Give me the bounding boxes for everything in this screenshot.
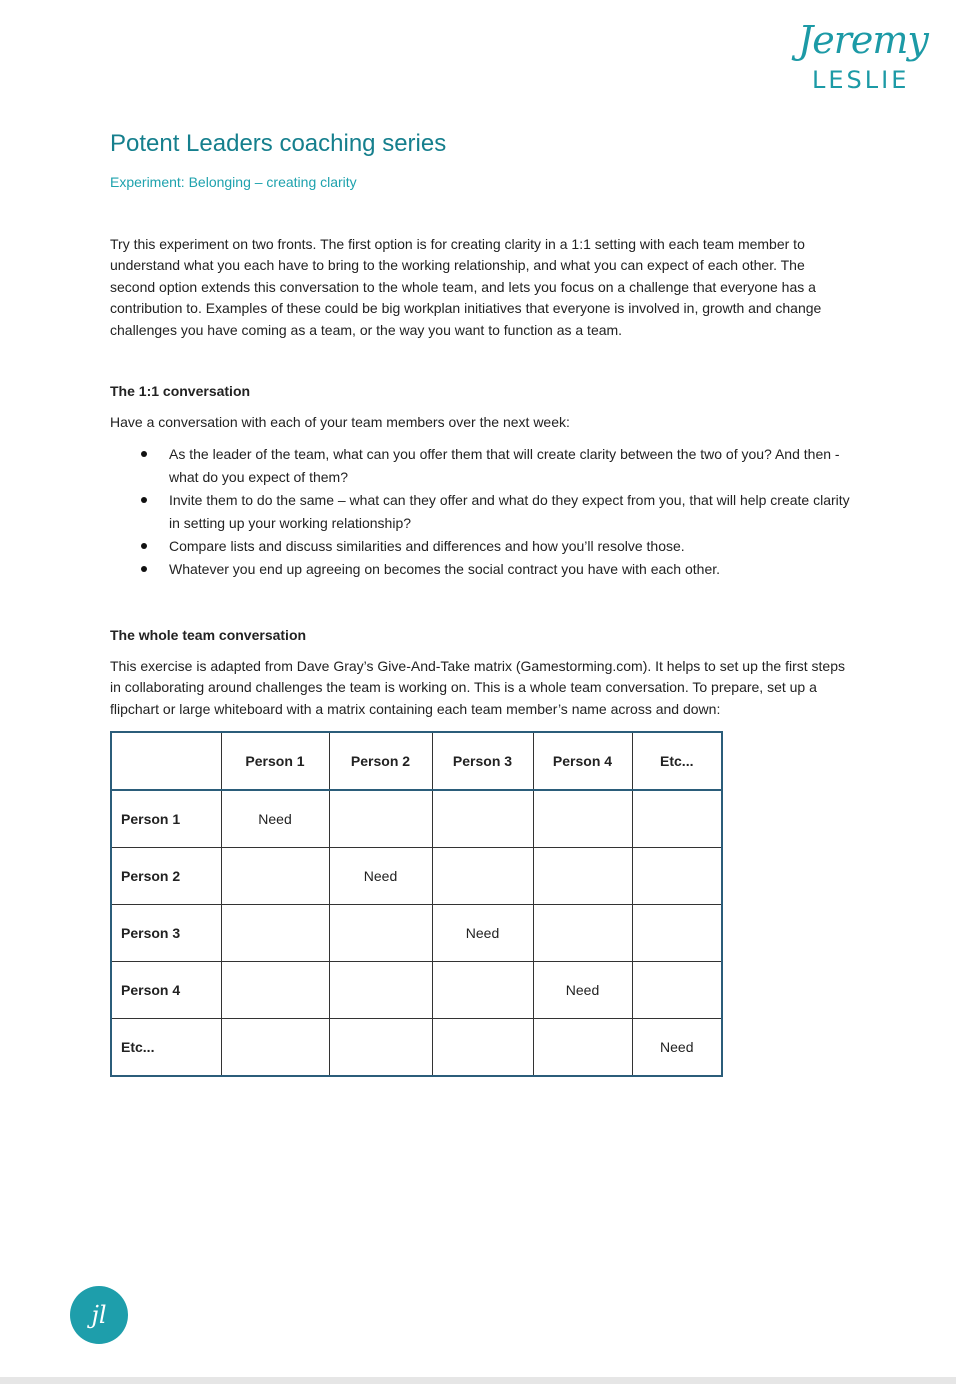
matrix-cell xyxy=(329,962,432,1019)
matrix-cell: Need xyxy=(329,848,432,905)
matrix-cell xyxy=(329,905,432,962)
bullet-item: Invite them to do the same – what can they offer and what do they expect from you, that will help create clarity in setting up your working relationship? xyxy=(110,489,855,535)
matrix-cell xyxy=(632,790,722,848)
matrix-column-header: Person 4 xyxy=(533,732,632,790)
matrix-cell xyxy=(632,848,722,905)
matrix-column-header: Person 3 xyxy=(432,732,533,790)
matrix-cell xyxy=(533,1019,632,1077)
matrix-column-header: Person 1 xyxy=(221,732,329,790)
matrix-cell xyxy=(329,790,432,848)
matrix-cell xyxy=(221,962,329,1019)
matrix-cell xyxy=(432,848,533,905)
matrix-cell xyxy=(632,962,722,1019)
matrix-row-header: Person 2 xyxy=(111,848,221,905)
matrix-corner-cell xyxy=(111,732,221,790)
brand-logo xyxy=(780,18,930,98)
matrix-cell xyxy=(632,905,722,962)
whole-team-paragraph: This exercise is adapted from Dave Gray’s Give-And-Take matrix (Gamestorming.com). It helps to set up the first steps in collaborating around challenges the team is working on. This is a whole team conversation. To prepare, set up a flipchart or large whiteboard with a matrix containing each team member’s name across and down: xyxy=(110,658,846,717)
give-and-take-matrix xyxy=(110,731,723,1077)
matrix-cell xyxy=(533,790,632,848)
matrix-row xyxy=(111,1019,722,1077)
matrix-row-header: Person 3 xyxy=(111,905,221,962)
matrix-cell xyxy=(329,1019,432,1077)
matrix-cell xyxy=(432,1019,533,1077)
logo-surname: LESLIE xyxy=(812,66,910,94)
bullet-item: Compare lists and discuss similarities and differences and how you’ll resolve those. xyxy=(110,535,855,558)
matrix-row xyxy=(111,962,722,1019)
one-to-one-lead: Have a conversation with each of your team members over the next week: xyxy=(110,414,570,430)
matrix-cell: Need xyxy=(632,1019,722,1077)
matrix-cell xyxy=(533,848,632,905)
footer-monogram-logo: jl xyxy=(70,1286,128,1344)
page-bottom-divider xyxy=(0,1377,956,1384)
section-heading-whole-team: The whole team conversation xyxy=(110,627,307,643)
matrix-cell xyxy=(221,848,329,905)
matrix-row xyxy=(111,848,722,905)
logo-script: Jeremy xyxy=(798,18,928,62)
intro-paragraph: Try this experiment on two fronts. The first option is for creating clarity in a 1:1 setting with each team member to understand what you each have to bring to the working relationship, and what you can expect of each other. The second option extends this conversation to the whole team, and lets you focus on a challenge that everyone has a contribution to. Examples of these could be big workplan initiatives that everyone is involved in, growth and change challenges you have coming as a team, or the way you want to function as a team. xyxy=(110,236,822,338)
bullet-item: Whatever you end up agreeing on becomes the social contract you have with each other. xyxy=(110,558,855,581)
matrix-cell: Need xyxy=(432,905,533,962)
matrix-column-header: Person 2 xyxy=(329,732,432,790)
matrix-row xyxy=(111,790,722,848)
page-subtitle: Experiment: Belonging – creating clarity xyxy=(110,174,357,190)
matrix-row-header: Person 1 xyxy=(111,790,221,848)
matrix-cell xyxy=(221,1019,329,1077)
matrix-cell xyxy=(432,790,533,848)
matrix-cell xyxy=(432,962,533,1019)
page-title: Potent Leaders coaching series xyxy=(110,130,447,157)
matrix-cell: Need xyxy=(221,790,329,848)
one-to-one-bullets xyxy=(110,443,855,581)
matrix-row xyxy=(111,905,722,962)
matrix-cell xyxy=(221,905,329,962)
matrix-cell xyxy=(533,905,632,962)
matrix-header-row xyxy=(111,732,722,790)
matrix-row-header: Person 4 xyxy=(111,962,221,1019)
section-heading-one-to-one: The 1:1 conversation xyxy=(110,383,251,399)
matrix-row-header: Etc... xyxy=(111,1019,221,1077)
matrix-cell: Need xyxy=(533,962,632,1019)
bullet-item: As the leader of the team, what can you offer them that will create clarity between the two of you? And then - what do you expect of them? xyxy=(110,443,855,489)
matrix-column-header: Etc... xyxy=(632,732,722,790)
